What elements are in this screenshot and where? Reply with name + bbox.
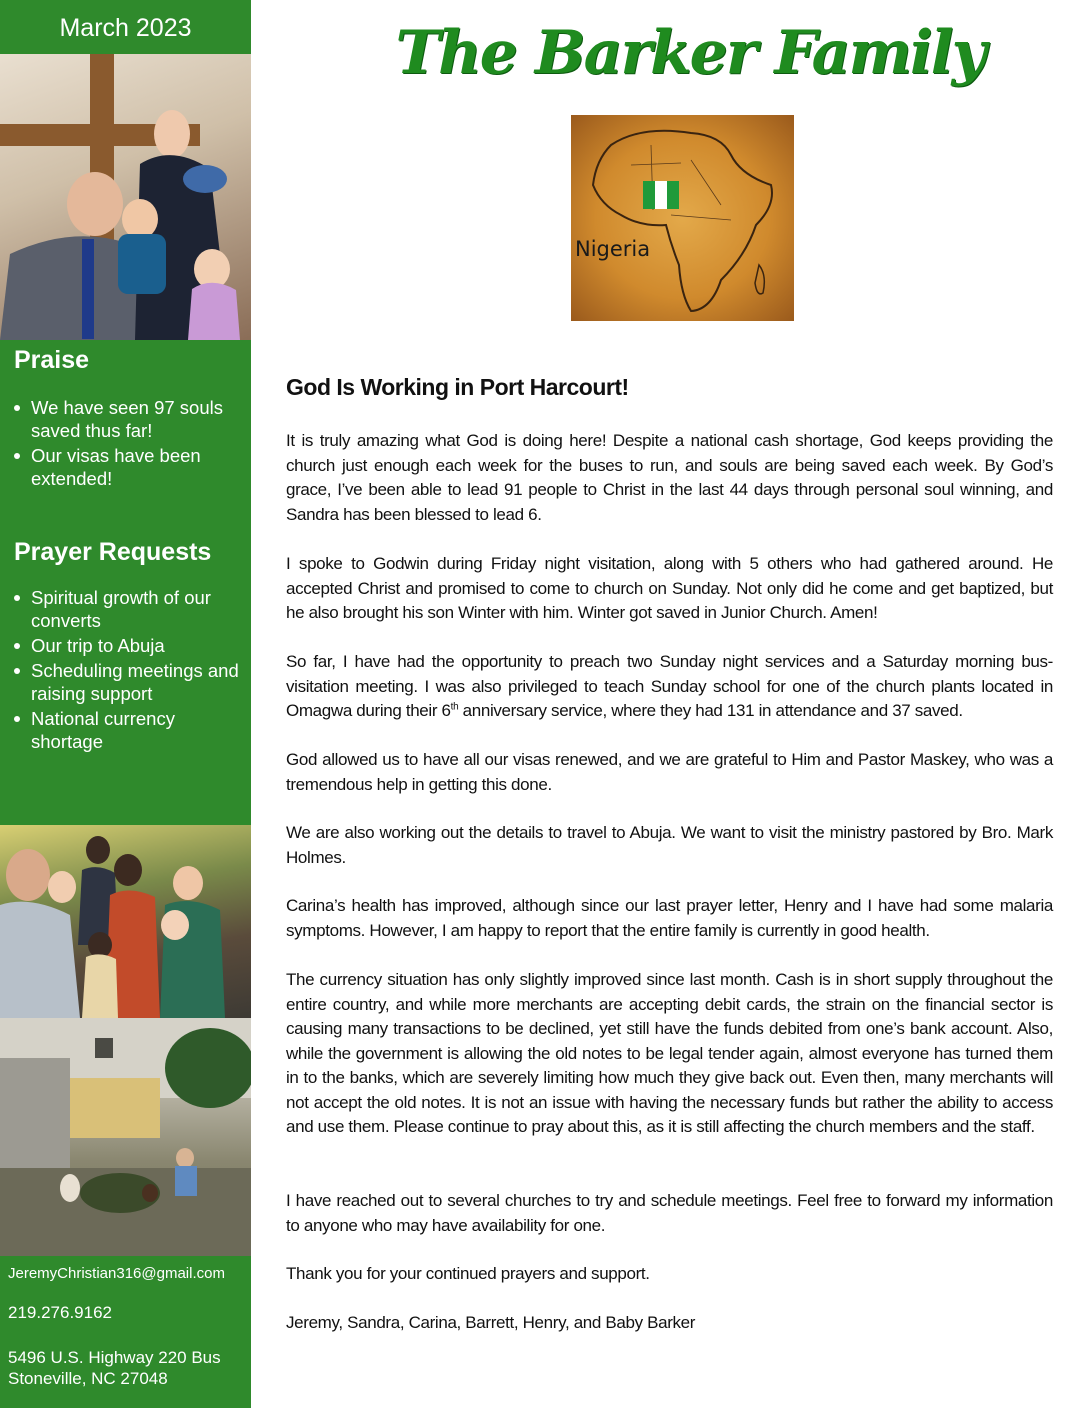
africa-map-image	[571, 115, 794, 321]
list-item: National currency shortage	[8, 707, 244, 753]
family-photo	[0, 54, 251, 340]
outdoor-photo	[0, 1018, 251, 1256]
paragraph-1: It is truly amazing what God is doing here! Despite a national cash shortage, God keeps providing the church just enough each week for the buses to run, and souls are being saved each week. By God’s grace, I’ve been able to lead 91 people to Christ in the last 44 days through personal soul winning, and Sandra has been blessed to lead 6.	[286, 431, 1053, 524]
paragraph-8: I have reached out to several churches to try and schedule meetings. Feel free to forward my information to anyone who may have availability for one.	[286, 1191, 1053, 1235]
paragraph-7: The currency situation has only slightly improved since last month. Cash is in short supply throughout the entire country, and while more merchants are accepting debit cards, the strain on the financial sector is causing many transactions to be declined, yet still have the funds debited from one’s bank account. Also, while the government is allowing the old notes to be legal tender again, almost everyone has turned them in to the banks, which are severely limiting how much they give back out. Even then, many merchants will not accept the old notes. It is not an issue with having the necessary funds but rather the ability to access and use them. Please continue to pray about this, as it is still affecting the church members and the staff.	[286, 970, 1053, 1136]
paragraph-2: I spoke to Godwin during Friday night visitation, along with 5 others who had gathered around. He accepted Christ and promised to come to church on Sunday. Not only did he come and get baptized, but he also brought his son Winter with him. Winter got saved in Junior Church. Amen!	[286, 554, 1053, 622]
address-line-2: Stoneville, NC 27048	[8, 1369, 168, 1388]
paragraph-6: Carina’s health has improved, although since our last prayer letter, Henry and I have had some malaria symptoms. However, I am happy to report that the entire family is currently in good health.	[286, 896, 1053, 940]
paragraph-5: We are also working out the details to travel to Abuja. We want to visit the ministry pastored by Bro. Mark Holmes.	[286, 823, 1053, 867]
article-title: God Is Working in Port Harcourt!	[286, 374, 629, 400]
sidebar	[0, 0, 251, 1408]
list-item: We have seen 97 souls saved thus far!	[8, 396, 244, 442]
contact-phone: 219.276.9162	[8, 1303, 112, 1322]
praise-list	[8, 396, 244, 492]
list-item: Spiritual growth of our converts	[8, 586, 244, 632]
bullet-icon	[14, 405, 20, 411]
bullet-icon	[14, 643, 20, 649]
paragraph-4: God allowed us to have all our visas renewed, and we are grateful to Him and Pastor Maskey, who was a tremendous help in getting this done.	[286, 750, 1053, 794]
signature: Jeremy, Sandra, Carina, Barrett, Henry, and Baby Barker	[286, 1313, 696, 1332]
list-item: Our trip to Abuja	[8, 634, 244, 657]
contact-email[interactable]: JeremyChristian316@gmail.com	[8, 1265, 225, 1282]
bullet-icon	[14, 668, 20, 674]
prayer-requests-list	[8, 586, 244, 755]
list-item: Scheduling meetings and raising support	[8, 659, 244, 705]
praise-heading: Praise	[14, 346, 90, 374]
group-photo	[0, 825, 251, 1018]
bullet-icon	[14, 595, 20, 601]
newsletter-date: March 2023	[59, 14, 192, 42]
list-item: Our visas have been extended!	[8, 444, 244, 490]
bullet-icon	[14, 453, 20, 459]
address-line-1: 5496 U.S. Highway 220 Bus	[8, 1348, 221, 1367]
newsletter-title: The Barker Family	[395, 18, 985, 88]
paragraph-3: So far, I have had the opportunity to preach two Sunday night services and a Saturday morning bus-visitation meeting. I was also privileged to teach Sunday school for one of the church plants located in Omagwa during their 6th anniversary service, where they had 131 in attendance and 37 saved.	[286, 652, 1053, 720]
map-label: Nigeria	[575, 237, 651, 261]
prayer-requests-heading: Prayer Requests	[14, 538, 212, 566]
paragraph-9: Thank you for your continued prayers and support.	[286, 1264, 650, 1283]
bullet-icon	[14, 716, 20, 722]
